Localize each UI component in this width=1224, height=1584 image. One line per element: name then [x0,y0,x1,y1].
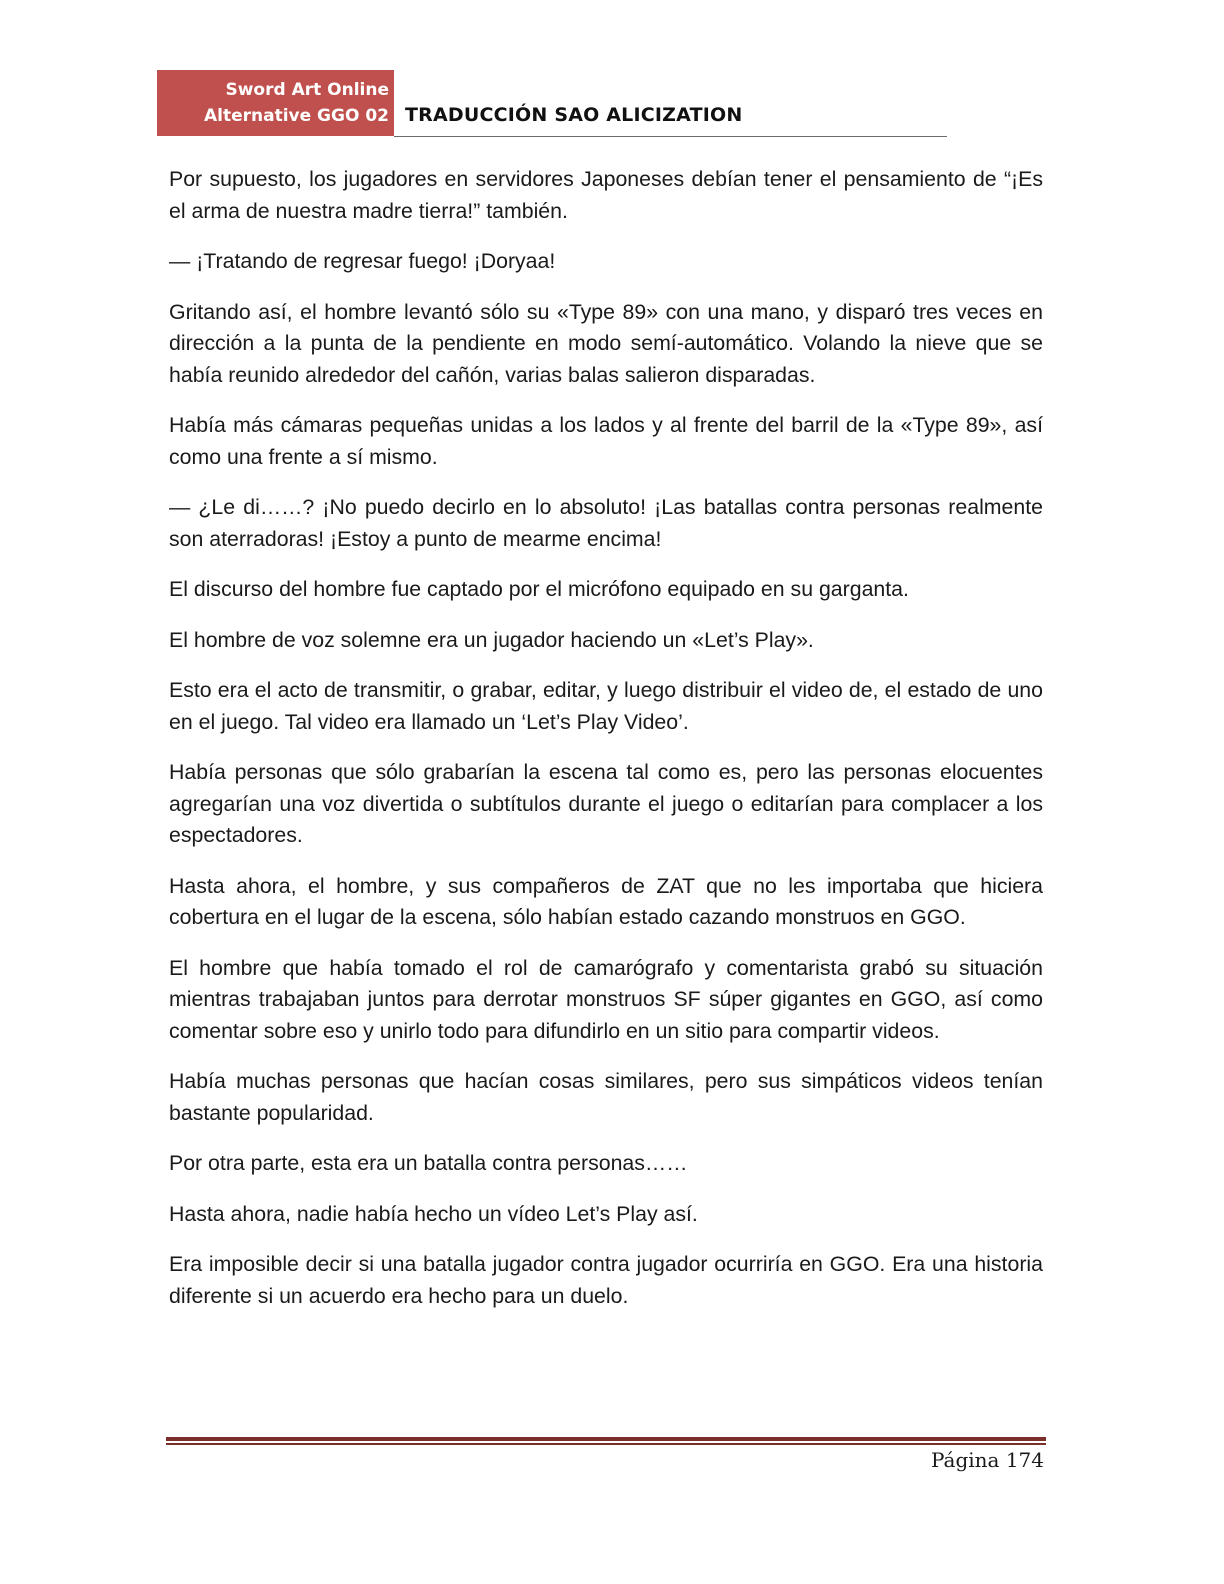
series-badge [157,70,394,136]
paragraph-5: — ¿Le di……? ¡No puedo decirlo en lo absoluto! ¡Las batallas contra personas realmente son aterradoras! ¡Estoy a punto de mearme encima! [169,495,1043,551]
paragraph-14: Hasta ahora, nadie había hecho un vídeo Let’s Play así. [169,1201,698,1226]
paragraph-15: Era imposible decir si una batalla jugador contra jugador ocurriría en GGO. Era una historia diferente si un acuerdo era hecho para un duelo. [169,1252,1043,1308]
paragraph-12: Había muchas personas que hacían cosas similares, pero sus simpáticos videos tenían bastante popularidad. [169,1069,1043,1125]
paragraph-2: — ¡Tratando de regresar fuego! ¡Doryaa! [169,249,556,273]
paragraph-13: Por otra parte, esta era un batalla contra personas…… [169,1151,688,1175]
paragraph-3: Gritando así, el hombre levantó sólo su «Type 89» con una mano, y disparó tres veces en dirección a la punta de la pendiente en modo semí-automático. Volando la nieve que se había reunido alrededor del cañón, varias balas salieron disparadas. [169,299,1043,387]
paragraph-7: El hombre de voz solemne era un jugador haciendo un «Let’s Play». [169,627,814,652]
header-title: TRADUCCIÓN SAO ALICIZATION [405,104,743,126]
paragraph-6: El discurso del hombre fue captado por el micrófono equipado en su garganta. [169,577,909,601]
footer-divider-thick [166,1437,1046,1441]
header-divider [394,136,947,137]
page-number: Página 174 [930,1448,1044,1472]
footer-divider-thin [166,1443,1046,1445]
series-title-line1: Sword Art Online [225,80,389,100]
paragraph-1: Por supuesto, los jugadores en servidores Japoneses debían tener el pensamiento de “¡Es el arma de nuestra madre tierra!” también. [169,167,1043,223]
series-title-line2: Alternative GGO 02 [203,106,389,126]
page-header [157,70,947,138]
page-body [169,164,1043,1331]
paragraph-10: Hasta ahora, el hombre, y sus compañeros de ZAT que no les importaba que hiciera cobertura en el lugar de la escena, sólo habían estado cazando monstruos en GGO. [169,873,1043,929]
paragraph-11: El hombre que había tomado el rol de camarógrafo y comentarista grabó su situación mientras trabajaban juntos para derrotar monstruos SF súper gigantes en GGO, así como comentar sobre eso y unirlo todo para difundirlo en un sitio para compartir videos. [169,955,1043,1043]
paragraph-9: Había personas que sólo grabarían la escena tal como es, pero las personas elocuentes agregarían una voz divertida o subtítulos durante el juego o editarían para complacer a los espectadores. [169,760,1043,847]
paragraph-8: Esto era el acto de transmitir, o grabar, editar, y luego distribuir el video de, el estado de uno en el juego. Tal video era llamado un ‘Let’s Play Video’. [169,678,1043,734]
paragraph-4: Había más cámaras pequeñas unidas a los lados y al frente del barril de la «Type 89», así como una frente a sí mismo. [169,413,1043,469]
